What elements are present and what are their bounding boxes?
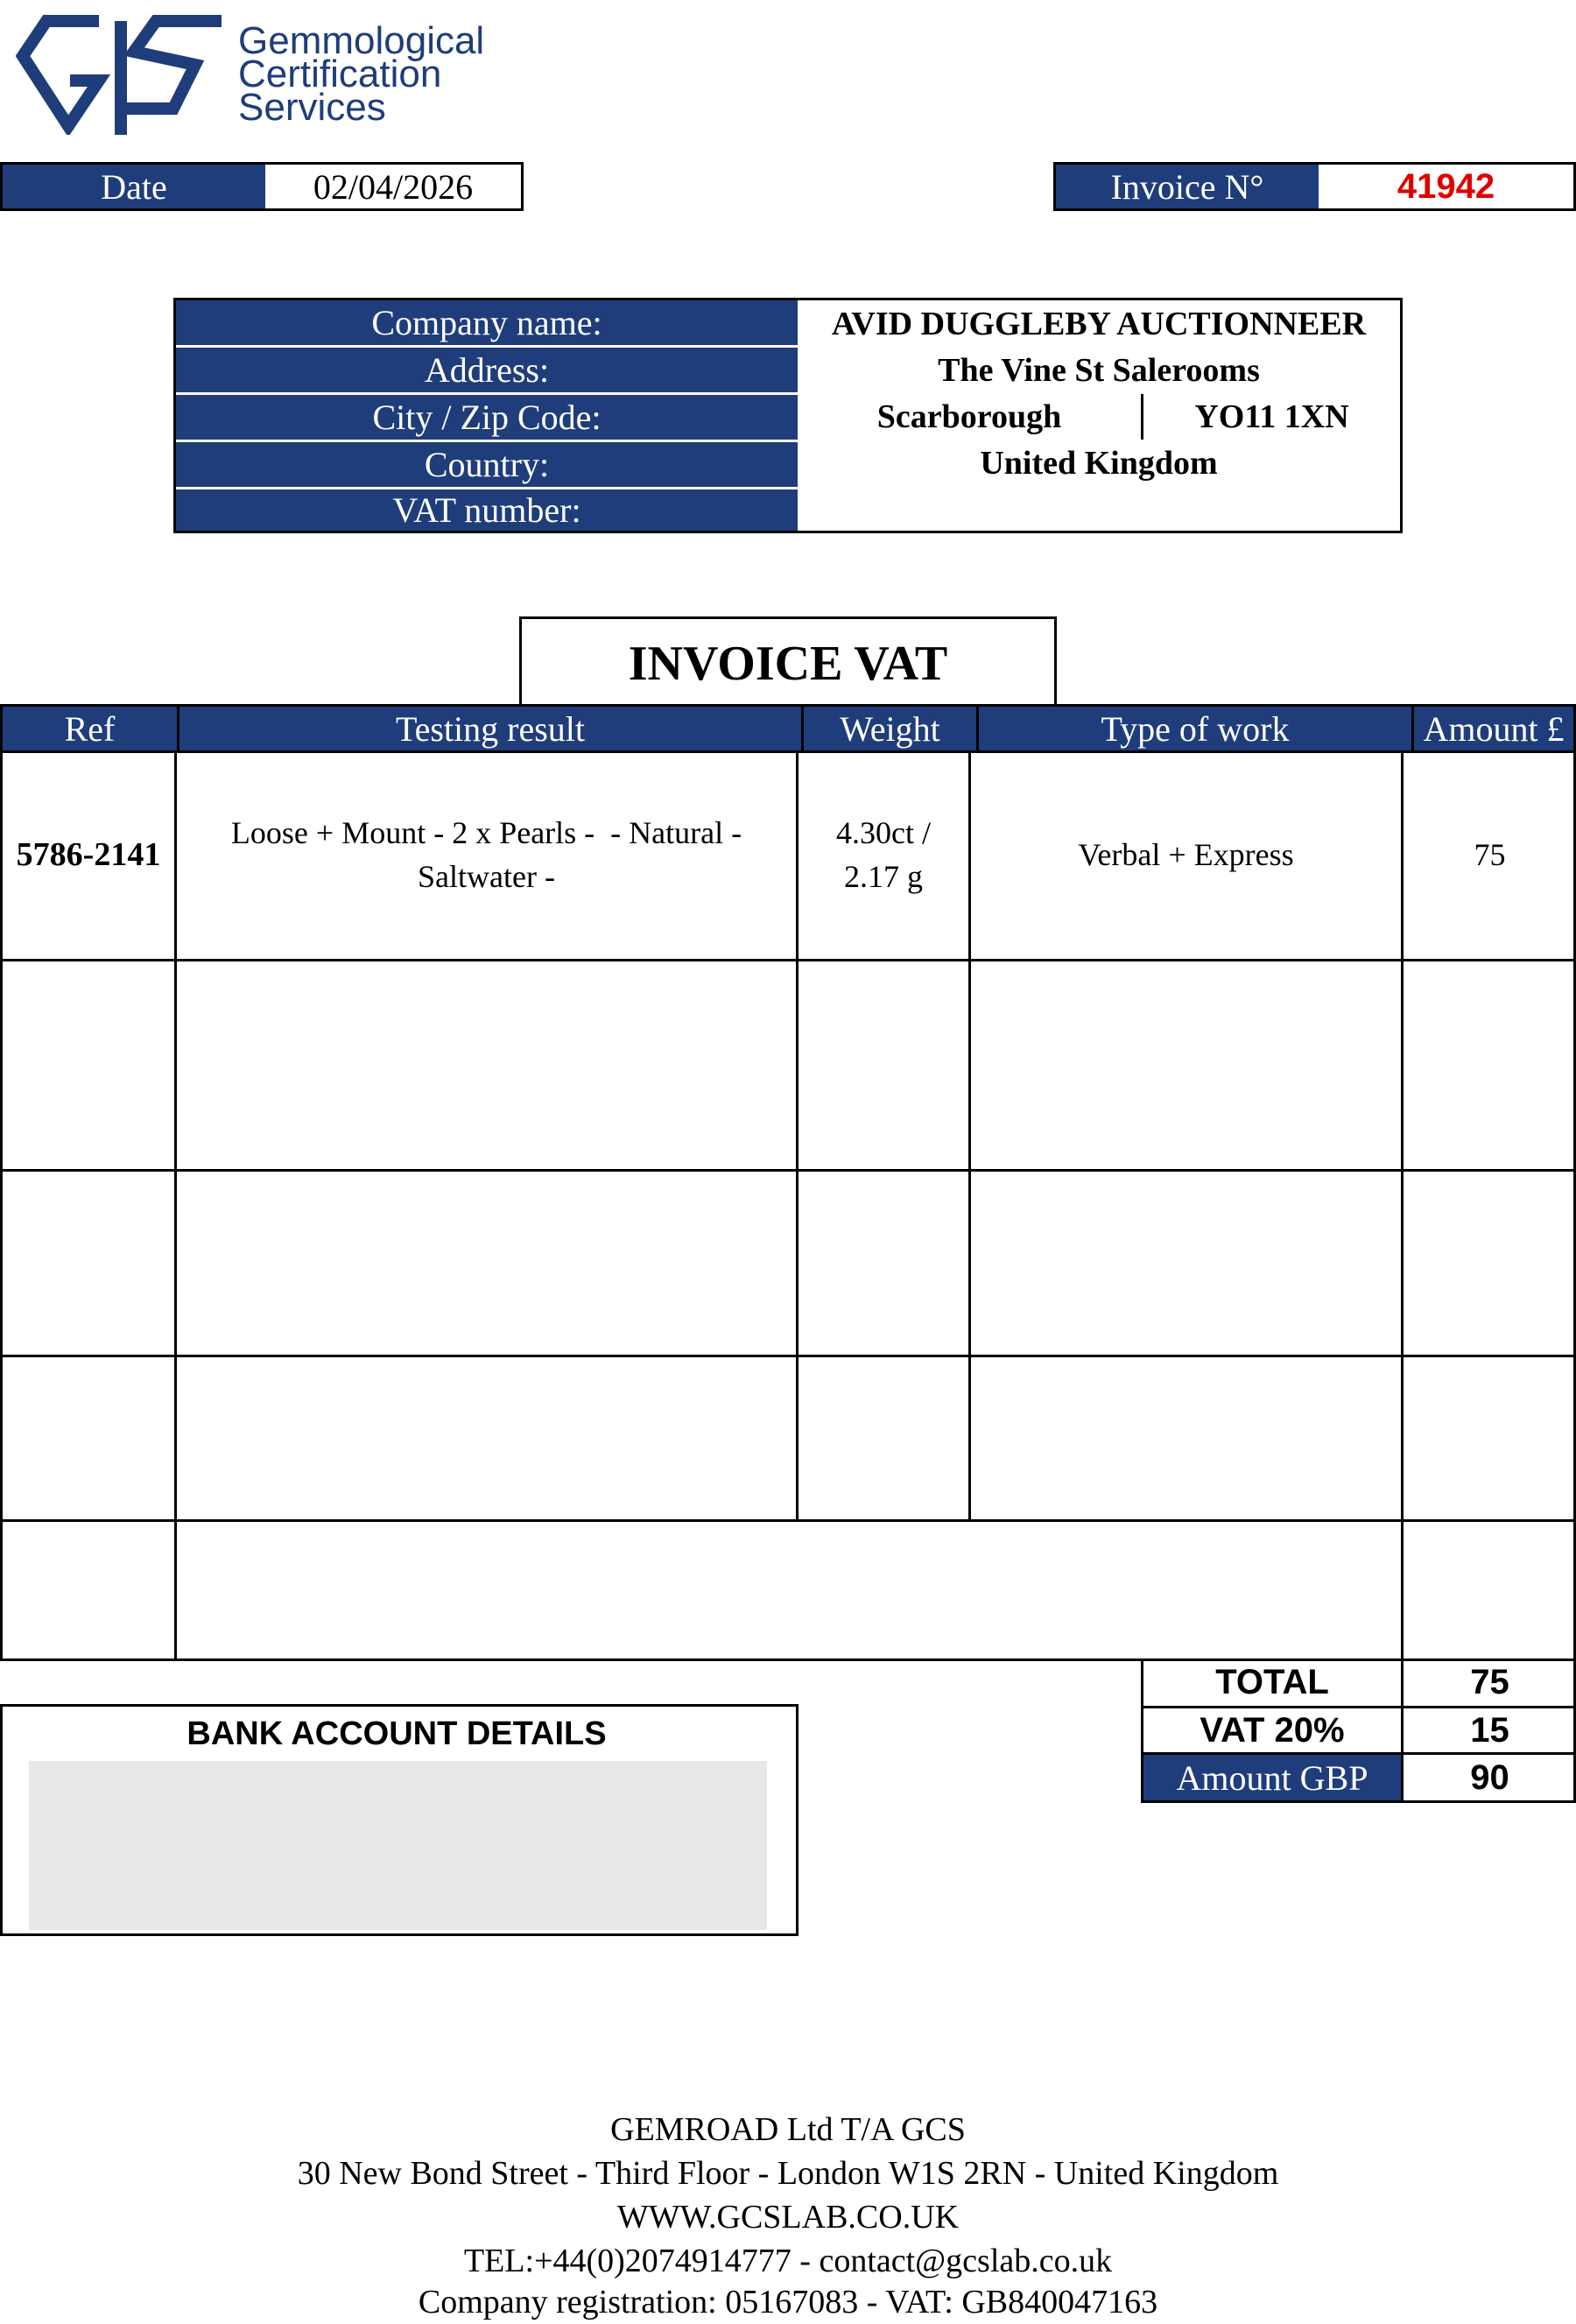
client-city-zip [798, 393, 1400, 440]
row-divider [3, 1169, 1576, 1172]
footer-company: GEMROAD Ltd T/A GCS [610, 2111, 966, 2148]
row-testing-result [177, 750, 796, 959]
gcs-logo-mark [16, 12, 226, 135]
header-type-of-work: Type of work [979, 707, 1414, 750]
invoice-number-label: Invoice N° [1056, 165, 1319, 208]
row-divider [3, 1519, 1576, 1522]
city-zip-label: City / Zip Code: [176, 395, 798, 442]
row-weight-line2: 2.17 g [844, 859, 923, 894]
company-name-line1: Gemmological [238, 19, 485, 62]
totals-block [1141, 1658, 1576, 1803]
header-amount: Amount £ [1423, 708, 1565, 749]
row-ref: 5786-2141 [16, 836, 161, 873]
table-header [0, 704, 1576, 753]
gcs-logo [16, 12, 226, 135]
client-company-name: AVID DUGGLEBY AUCTIONNEER [831, 305, 1367, 342]
date-value: 02/04/2026 [265, 165, 521, 208]
client-address: The Vine St Salerooms [938, 351, 1260, 389]
row-divider [3, 959, 1576, 961]
company-name [238, 19, 536, 129]
client-country: United Kingdom [980, 444, 1218, 482]
vat-value: 15 [1470, 1710, 1509, 1750]
vat-label: VAT 20% [1200, 1710, 1345, 1750]
total-value: 75 [1470, 1662, 1509, 1701]
invoice-number-box [1053, 162, 1576, 211]
row-weight-line1: 4.30ct / [836, 815, 931, 850]
total-label: TOTAL [1215, 1662, 1329, 1701]
client-block [173, 298, 1403, 533]
row-divider [3, 1355, 1576, 1357]
bank-account-title: BANK ACCOUNT DETAILS [186, 1715, 607, 1752]
country-label: Country: [176, 442, 798, 489]
client-zip: YO11 1XN [1194, 398, 1349, 435]
footer-registration: Company registration: 05167083 - VAT: GB840047163 [418, 2284, 1158, 2320]
company-name-line3: Services [238, 86, 386, 129]
row-amount: 75 [1474, 837, 1506, 872]
footer-website: WWW.GCSLAB.CO.UK [616, 2199, 960, 2236]
invoice-title: INVOICE VAT [519, 616, 1057, 708]
row-type-of-work: Verbal + Express [1078, 837, 1294, 872]
address-label: Address: [176, 348, 798, 395]
table-body [0, 750, 1576, 1661]
bank-account-box [0, 1704, 799, 1936]
amount-gbp-value: 90 [1470, 1757, 1509, 1797]
footer-address: 30 New Bond Street - Third Floor - London W1S 2RN - United Kingdom [297, 2155, 1279, 2192]
vat-number-label: VAT number: [392, 490, 581, 530]
invoice-number-value: 41942 [1397, 166, 1495, 206]
amount-gbp-label: Amount GBP [1143, 1755, 1401, 1800]
footer-contact: TEL:+44(0)2074914777 - contact@gcslab.co.uk [463, 2243, 1113, 2279]
client-labels [176, 300, 798, 531]
client-vat-number [798, 486, 1400, 531]
date-box [0, 162, 524, 211]
bank-account-details-redacted [29, 1761, 767, 1930]
date-label: Date [3, 165, 265, 208]
row-weight [799, 750, 968, 959]
company-name-label: Company name: [176, 300, 798, 348]
client-city: Scarborough [876, 398, 1062, 435]
header-testing-result: Testing result [179, 707, 804, 750]
client-values [798, 300, 1400, 531]
header-ref: Ref [3, 707, 179, 750]
row-testing-result-line2: Saltwater - [418, 859, 555, 894]
row-testing-result-line1: Loose + Mount - 2 x Pearls - - Natural - [230, 815, 742, 850]
company-name-line2: Certification [238, 53, 442, 95]
header-weight: Weight [804, 707, 979, 750]
